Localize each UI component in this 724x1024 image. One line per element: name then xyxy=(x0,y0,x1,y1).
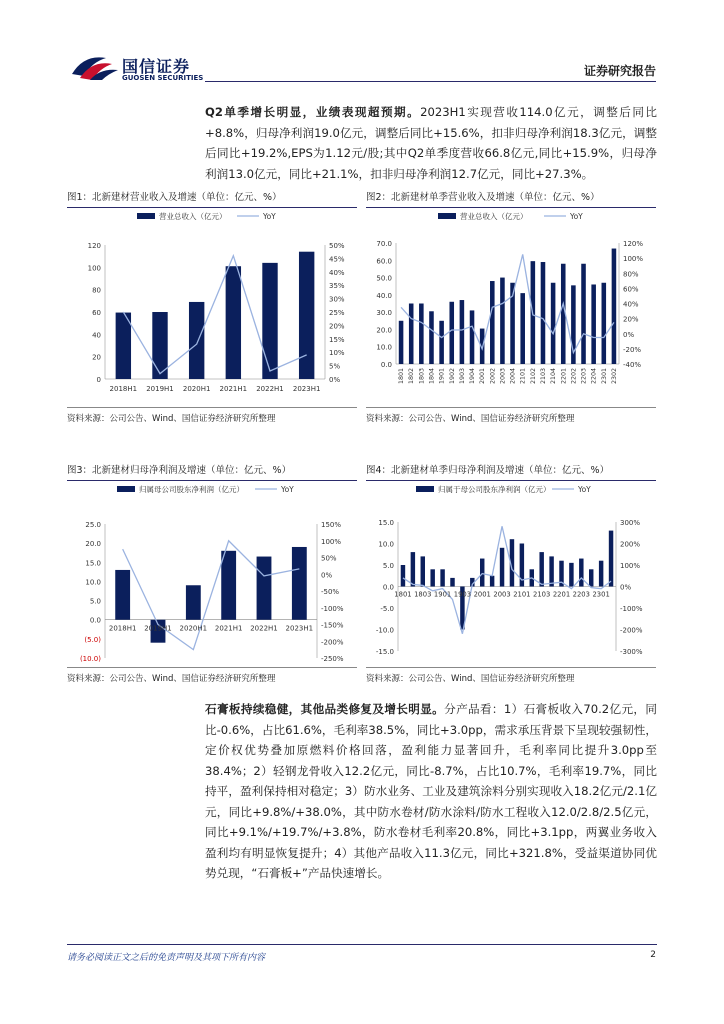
y-tick-label-right: 5% xyxy=(329,362,341,371)
bar xyxy=(589,569,593,586)
x-tick-label: 1804 xyxy=(428,368,436,385)
legend-bar-swatch xyxy=(117,486,135,492)
page-number: 2 xyxy=(650,950,656,960)
x-tick-label: 1903 xyxy=(453,590,472,599)
y-tick-label-right: -40% xyxy=(623,361,642,369)
bar xyxy=(189,302,204,379)
figure-title: 图2：北新建材单季营业收入及增速（单位：亿元、%） xyxy=(366,189,656,208)
y-tick-label-right: 100% xyxy=(623,255,644,264)
figure-title: 图4：北新建材单季归母净利润及增速（单位：亿元、%） xyxy=(366,462,656,481)
figure-title: 图1：北新建材营业收入及增速（单位：亿元、%） xyxy=(67,189,357,208)
y-tick-label-left: 100 xyxy=(87,264,101,273)
y-tick-label-right: 60% xyxy=(623,285,639,294)
y-tick-label-left: (5.0) xyxy=(84,635,101,644)
y-tick-label-right: 30% xyxy=(329,295,345,304)
y-tick-label-left: -5.0 xyxy=(380,605,394,613)
paragraph-q2-summary xyxy=(205,102,657,184)
y-tick-label-right: -200% xyxy=(620,626,643,635)
figure-2 xyxy=(366,189,656,424)
bar xyxy=(599,561,603,587)
x-tick-label: 2023H1 xyxy=(285,624,314,633)
x-tick-label: 2204 xyxy=(590,368,598,385)
bar xyxy=(419,304,424,365)
bar xyxy=(520,293,525,364)
legend-line-label: YoY xyxy=(578,485,591,494)
bar xyxy=(116,313,131,379)
bar xyxy=(186,585,201,619)
y-tick-label-left: (10.0) xyxy=(79,655,101,663)
y-tick-label-right: -20% xyxy=(623,345,642,354)
y-tick-label-left: 15.0 xyxy=(378,519,394,527)
chart-legend xyxy=(416,484,591,494)
y-tick-label-right: 10% xyxy=(329,349,345,358)
x-tick-label: 2003 xyxy=(499,368,507,385)
figure-3 xyxy=(67,462,357,697)
x-tick-label: 2021H1 xyxy=(214,624,243,633)
header-divider xyxy=(205,81,656,82)
bar xyxy=(591,284,596,364)
y-tick-label-left: 20.0 xyxy=(376,326,392,335)
y-tick-label-left: 80 xyxy=(92,286,101,295)
bar xyxy=(470,310,475,364)
y-tick-label-left: -10.0 xyxy=(375,626,394,635)
bar xyxy=(115,570,130,620)
figure-source: 资料来源：公司公告、Wind、国信证券经济研究所整理 xyxy=(67,667,357,684)
y-tick-label-left: 120 xyxy=(87,242,101,250)
x-tick-label: 2201 xyxy=(552,590,571,599)
x-tick-label: 2019H1 xyxy=(144,624,172,633)
x-tick-label: 1803 xyxy=(418,368,426,385)
y-tick-label-left: 0.0 xyxy=(382,583,394,592)
y-tick-label-left: 0.0 xyxy=(380,361,392,369)
y-tick-label-left: 10.0 xyxy=(378,540,394,549)
logo-mark-icon xyxy=(70,52,126,82)
bar xyxy=(409,304,414,365)
bar xyxy=(490,281,495,364)
bar xyxy=(541,262,546,364)
paragraph-body: 2023H1实现营收114.0亿元，调整后同比+8.8%，归母净利润19.0亿元，调整后同比+15.6%，扣非归母净利润18.3亿元，调整后同比+19.2%,EPS为1.12元/股;其中Q2单季度营收66.8亿元,同比+15.9%，归母净利润13.0亿元，同比+21.1%，扣非归母净利润12.7亿元，同比+27.3%。 xyxy=(205,105,657,181)
x-tick-label: 2104 xyxy=(550,368,558,385)
bar xyxy=(569,563,573,587)
bar xyxy=(401,565,405,587)
y-tick-label-left: 50.0 xyxy=(376,274,392,283)
x-tick-label: 2020H1 xyxy=(179,624,208,633)
x-tick-label: 2103 xyxy=(539,368,547,385)
legend-bar-label: 归属于母公司股东净利润（亿元） xyxy=(438,485,551,494)
bar xyxy=(257,557,272,620)
x-tick-label: 1801 xyxy=(398,368,406,385)
y-tick-label-right: 45% xyxy=(329,255,345,264)
x-tick-label: 1803 xyxy=(414,590,432,599)
y-tick-label-left: 15.0 xyxy=(85,559,101,568)
x-tick-label: 1901 xyxy=(438,368,446,385)
y-tick-label-right: -250% xyxy=(321,655,344,663)
y-tick-label-right: 80% xyxy=(623,270,639,279)
x-tick-label: 1801 xyxy=(394,590,412,599)
legend-bar-swatch xyxy=(416,486,434,492)
y-tick-label-right: 100% xyxy=(620,562,641,570)
bar xyxy=(262,263,277,379)
yoy-line xyxy=(123,256,306,374)
bar xyxy=(399,321,404,364)
x-tick-label: 2018H1 xyxy=(109,385,138,393)
bar xyxy=(581,264,586,364)
y-tick-label-right: -50% xyxy=(321,588,340,596)
legend-bar-swatch xyxy=(438,213,456,219)
paragraph-lead: Q2单季增长明显，业绩表现超预期。 xyxy=(205,105,421,119)
paragraph-body: 分产品看：1）石膏板收入70.2亿元，同比-0.6%，占比61.6%，毛利率38.5%，同比+3.0pp，需求承压背景下呈现较强韧性，定价权优势叠加原燃料价格回落，盈利能力显著回升，毛利率同比提升3.0pp至38.4%；2）轻钢龙骨收入12.2亿元，同比-8.7%，占比10.7%，毛利率19.7%，同比持平，盈利保持相对稳定；3）防水业务、工业及建筑涂料分别实现收入18.2亿元/2.1亿元，同比+9.8%/+38.0%，其中防水卷材/防水涂料/防水工程收入12.0/2.8/2.5亿元，同比+9.1%/+19.7%/+3.8%，防水卷材毛利率20.8%，同比+3.1pp，两翼业务收入盈利均有明显恢复提升；4）其他产品收入11.3亿元，同比+321.8%，受益渠道协同优势兑现，“石膏板+”产品快速增长。 xyxy=(205,702,657,880)
y-tick-label-right: 40% xyxy=(623,300,639,309)
x-tick-label: 1904 xyxy=(469,368,477,385)
bar xyxy=(480,559,484,587)
bar xyxy=(221,551,236,620)
bar xyxy=(609,531,613,587)
y-tick-label-right: 0% xyxy=(620,583,632,592)
y-tick-label-right: 150% xyxy=(321,521,342,529)
legend-bar-label: 营业总收入（亿元） xyxy=(159,212,227,221)
x-tick-label: 2022H1 xyxy=(250,624,278,633)
x-tick-label: 2101 xyxy=(513,590,531,599)
y-tick-label-left: 40.0 xyxy=(376,291,392,300)
y-tick-label-right: 0% xyxy=(329,376,341,384)
y-tick-label-right: 50% xyxy=(321,554,337,563)
bar xyxy=(449,302,454,364)
bar xyxy=(450,578,454,587)
legend-line-label: YoY xyxy=(263,212,276,221)
y-tick-label-right: 300% xyxy=(620,519,641,527)
bar xyxy=(460,300,465,364)
x-tick-label: 2201 xyxy=(560,368,568,385)
y-tick-label-left: 30.0 xyxy=(376,309,392,318)
bar xyxy=(439,321,444,364)
x-tick-label: 2021H1 xyxy=(219,385,248,393)
bar xyxy=(539,552,543,586)
y-tick-label-right: -150% xyxy=(321,621,344,630)
bar xyxy=(551,283,556,364)
y-tick-label-left: 60.0 xyxy=(376,257,392,266)
y-tick-label-left: 0 xyxy=(96,376,101,384)
y-tick-label-right: 20% xyxy=(329,322,345,331)
y-tick-label-left: 40 xyxy=(92,331,101,340)
y-tick-label-right: -200% xyxy=(321,638,344,647)
y-tick-label-right: -100% xyxy=(321,604,344,613)
bar xyxy=(421,556,425,586)
paragraph-product-breakdown xyxy=(205,699,657,884)
y-tick-label-left: 5.0 xyxy=(382,562,394,570)
x-tick-label: 2302 xyxy=(610,368,618,385)
revenue-chart xyxy=(67,207,357,397)
bar xyxy=(292,547,307,620)
bar xyxy=(226,266,241,379)
x-tick-label: 1802 xyxy=(408,368,416,385)
y-tick-label-right: 25% xyxy=(329,309,345,317)
legend-line-label: YoY xyxy=(570,212,583,221)
y-tick-label-left: 20.0 xyxy=(85,540,101,549)
figure-title: 图3：北新建材归母净利润及增速（单位：亿元、%） xyxy=(67,462,357,481)
x-tick-label: 2202 xyxy=(570,368,578,385)
bar xyxy=(500,548,504,587)
y-tick-label-right: 200% xyxy=(620,540,641,549)
bar xyxy=(440,569,444,586)
y-tick-label-left: 0.0 xyxy=(89,616,101,625)
y-tick-label-right: 0% xyxy=(623,330,635,339)
quarterly-revenue-chart xyxy=(366,207,656,397)
bar xyxy=(490,576,494,587)
x-tick-label: 2023H1 xyxy=(292,385,321,393)
figure-source: 资料来源：公司公告、Wind、国信证券经济研究所整理 xyxy=(366,667,656,684)
x-tick-label: 2003 xyxy=(493,590,511,599)
y-tick-label-right: 15% xyxy=(329,335,345,344)
footer-disclaimer: 请务必阅读正文之后的免责声明及其项下所有内容 xyxy=(67,953,266,963)
chart-legend xyxy=(438,211,583,221)
legend-bar-label: 归属母公司股东净利润（亿元） xyxy=(139,485,244,494)
logo-text-en: GUOSEN SECURITIES xyxy=(122,74,204,82)
y-tick-label-right: 50% xyxy=(329,242,345,250)
y-tick-label-left: 20 xyxy=(92,353,101,362)
y-tick-label-left: 25.0 xyxy=(85,521,101,529)
x-tick-label: 2301 xyxy=(592,590,610,599)
x-tick-label: 2004 xyxy=(509,368,517,385)
net-profit-chart xyxy=(67,480,357,670)
figure-1 xyxy=(67,189,357,424)
x-tick-label: 1901 xyxy=(433,590,452,599)
y-tick-label-left: -15.0 xyxy=(375,648,394,656)
y-tick-label-right: 20% xyxy=(623,315,639,324)
x-tick-label: 2002 xyxy=(489,368,497,385)
bar xyxy=(500,278,505,364)
x-tick-label: 2001 xyxy=(473,590,491,599)
x-tick-label: 2019H1 xyxy=(146,385,174,393)
x-tick-label: 2203 xyxy=(580,368,588,385)
bar xyxy=(430,569,434,586)
bar xyxy=(429,311,434,364)
quarterly-net-profit-chart xyxy=(366,480,656,670)
x-tick-label: 2103 xyxy=(533,590,551,599)
chart-legend xyxy=(117,484,294,494)
x-tick-label: 2102 xyxy=(529,368,537,385)
bar xyxy=(612,249,617,364)
y-tick-label-right: 0% xyxy=(321,571,333,580)
bar xyxy=(549,556,553,586)
yoy-line xyxy=(123,541,300,650)
y-tick-label-left: 10.0 xyxy=(85,578,101,587)
chart-legend xyxy=(137,211,276,221)
y-tick-label-right: 40% xyxy=(329,268,345,277)
x-tick-label: 1902 xyxy=(448,368,456,385)
x-tick-label: 2018H1 xyxy=(108,624,137,633)
bar xyxy=(602,283,607,364)
bar xyxy=(579,559,583,587)
bar xyxy=(411,552,415,586)
x-tick-label: 1903 xyxy=(458,368,466,385)
y-tick-label-left: 5.0 xyxy=(89,597,101,606)
legend-line-label: YoY xyxy=(281,485,294,494)
y-tick-label-left: 60 xyxy=(92,309,101,317)
y-tick-label-left: 10.0 xyxy=(376,343,392,352)
legend-bar-label: 营业总收入（亿元） xyxy=(460,212,528,221)
y-tick-label-right: -300% xyxy=(620,648,643,656)
bar xyxy=(299,252,314,379)
x-tick-label: 2203 xyxy=(572,590,590,599)
x-tick-label: 2001 xyxy=(479,368,487,385)
x-tick-label: 2020H1 xyxy=(182,385,211,393)
legend-bar-swatch xyxy=(137,213,155,219)
report-type: 证券研究报告 xyxy=(583,64,656,78)
y-tick-label-right: 100% xyxy=(321,537,342,546)
y-tick-label-right: 35% xyxy=(329,282,345,291)
x-tick-label: 2301 xyxy=(600,368,608,385)
x-tick-label: 2101 xyxy=(519,368,527,385)
y-tick-label-right: -100% xyxy=(620,605,643,613)
y-tick-label-left: 70.0 xyxy=(376,240,392,248)
footer-divider xyxy=(67,944,657,945)
figure-source: 资料来源：公司公告、Wind、国信证券经济研究所整理 xyxy=(67,407,357,424)
figure-source: 资料来源：公司公告、Wind、国信证券经济研究所整理 xyxy=(366,407,656,424)
figure-4 xyxy=(366,462,656,697)
logo-text-cn: 国信证券 xyxy=(122,57,191,76)
paragraph-lead: 石膏板持续稳健，其他品类修复及增长明显。 xyxy=(205,702,445,716)
x-tick-label: 2022H1 xyxy=(256,385,284,393)
y-tick-label-right: 120% xyxy=(623,240,644,248)
company-logo xyxy=(70,52,204,86)
